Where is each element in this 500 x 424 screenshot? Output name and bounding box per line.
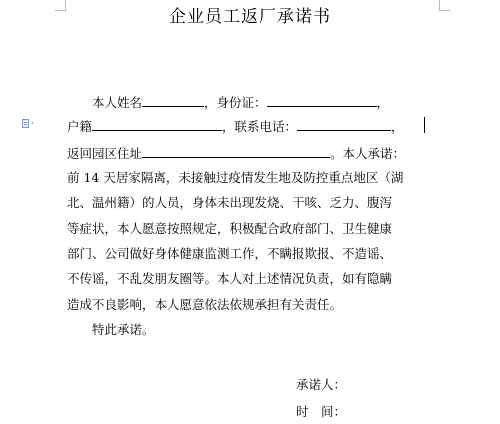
row-name-id	[92, 94, 389, 111]
body-line: 北、温州籍）的人员，身体未出现发烧、干咳、乏力、腹泻	[67, 195, 393, 210]
paragraph-marker[interactable]	[22, 118, 40, 128]
name-label: 本人姓名	[92, 95, 143, 110]
row-address	[67, 145, 405, 162]
address-label: 返回园区住址	[67, 146, 143, 161]
body-line: 部门、公司做好身体健康监测工作，不瞒报欺报、不造谣、	[67, 246, 393, 261]
body-line: 造成不良影响，本人愿意依法依规承担有关责任。	[67, 297, 343, 312]
promiser-label: 承诺人：	[296, 377, 347, 392]
body-line: 前 14 天居家隔离，未接触过疫情发生地及防控重点地区（湖	[67, 170, 404, 185]
promise-label: 。本人承诺：	[330, 146, 406, 161]
id-label: ，身份证：	[204, 95, 267, 110]
date-label: 时 间：	[296, 404, 347, 419]
closing-text: 特此承诺。	[92, 322, 155, 337]
address-blank[interactable]	[142, 145, 330, 158]
chevron-right-icon: ›	[31, 119, 34, 127]
name-blank[interactable]	[142, 94, 204, 107]
phone-blank[interactable]	[297, 118, 391, 131]
household-label: 户籍	[67, 119, 93, 134]
household-blank[interactable]	[92, 118, 222, 131]
row2-end-punct: ，	[391, 119, 404, 134]
row1-end-punct: ，	[376, 95, 390, 110]
row-household-phone	[67, 118, 404, 135]
id-blank[interactable]	[267, 94, 377, 107]
phone-label: ，联系电话：	[222, 119, 298, 134]
text-cursor	[424, 117, 425, 133]
document-title: 企业员工返厂承诺书	[169, 7, 331, 27]
body-line: 等症状，本人愿意按照规定，积极配合政府部门、卫生健康	[67, 221, 393, 236]
body-line: 不传谣，不乱发朋友圈等。本人对上述情况负责，如有隐瞒	[67, 271, 393, 286]
document-icon	[22, 119, 29, 128]
